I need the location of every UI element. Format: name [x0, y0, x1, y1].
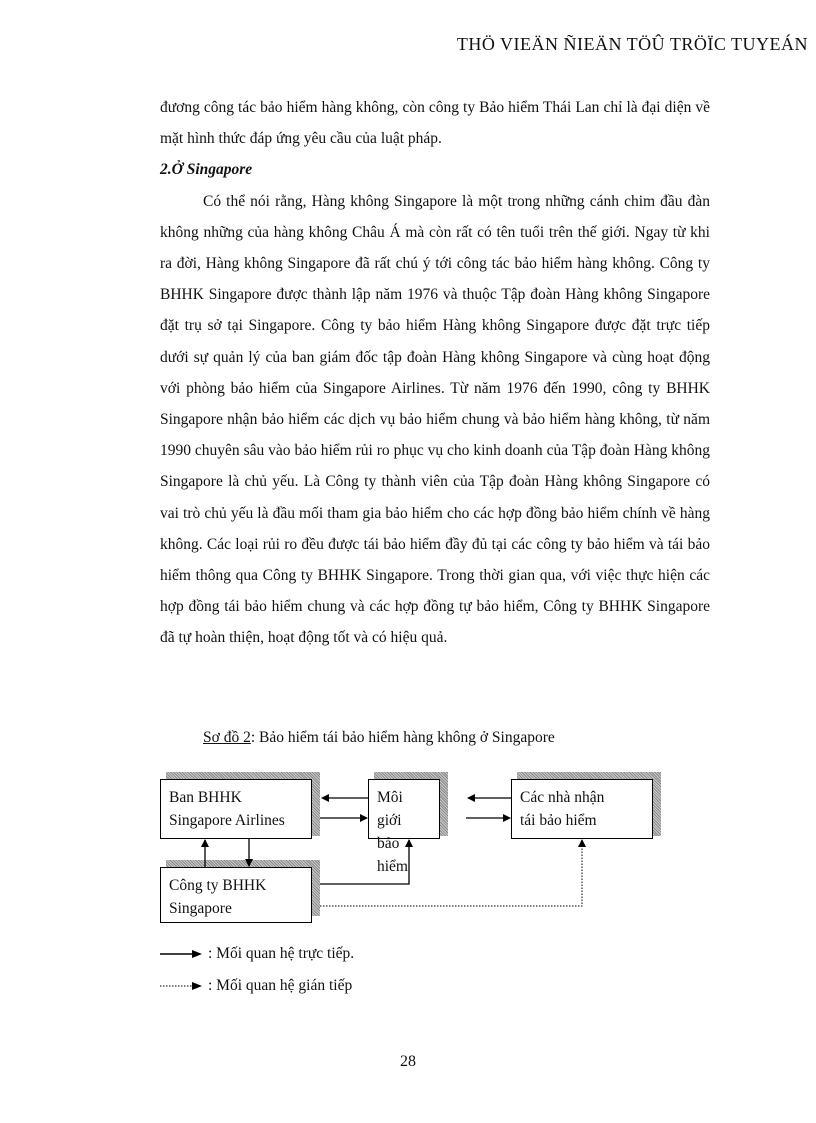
page-number: 28: [400, 1053, 416, 1070]
solid-arrow-icon: [160, 948, 202, 960]
box-moi-gioi-line2: bảo hiểm: [377, 835, 408, 875]
box-nha-nhan-line1: Các nhà nhận: [520, 789, 605, 806]
legend-indirect-text: : Mối quan hệ gián tiếp: [208, 977, 353, 994]
dotted-arrow-icon: [160, 980, 202, 992]
paragraph-singapore: Có thể nói rằng, Hàng không Singapore là một trong những cánh chim đầu đàn không những của hàng không Châu Á mà còn rất có tên tuổi trên thế giới. Ngay từ khi ra đời, Hàng không Singapore đã rất chú ý tới công tác bảo hiểm hàng không. Công ty BHHK Singapore được thành lập năm 1976 và thuộc Tập đoàn Hàng không Singapore đặt trụ sở tại Singapore. Công ty bảo hiểm Hàng không Singapore được đặt trực tiếp dưới sự quản lý của ban giám đốc tập đoàn Hàng không Singapore và cùng hoạt động với phòng bảo hiểm của Singapore Airlines. Từ năm 1976 đến 1990, công ty BHHK Singapore nhận bảo hiểm các dịch vụ bảo hiểm chung và bảo hiểm hàng không, từ năm 1990 chuyên sâu vào bảo hiểm rủi ro phục vụ cho kinh doanh của Tập đoàn Hàng không Singapore là chủ yếu. Là Công ty thành viên của Tập đoàn Hàng không Singapore có vai trò chủ yếu là đầu mối tham gia bảo hiểm cho các hợp đồng bảo hiểm chính về hàng không. Các loại rủi ro đều được tái bảo hiểm đầy đủ tại các công ty bảo hiểm và tái bảo hiểm thông qua Công ty BHHK Singapore. Trong thời gian qua, với việc thực hiện các hợp đồng tái bảo hiểm chung và các hợp đồng tự bảo hiểm, Công ty BHHK Singapore đã tự hoàn thiện, hoạt động tốt và có hiệu quả.: [160, 192, 710, 647]
paragraph-continued: đương công tác bảo hiểm hàng không, còn công ty Bảo hiểm Thái Lan chỉ là đại diện về mặt hình thức đáp ứng yêu cầu của luật pháp.: [160, 99, 710, 148]
box-ban-bhhk-line1: Ban BHHK: [169, 789, 242, 806]
caption-label: Sơ đồ 2: [203, 729, 251, 746]
legend-direct: [160, 945, 354, 963]
legend-direct-text: : Mối quan hệ trực tiếp.: [208, 945, 355, 962]
box-nha-nhan-line2: tái bảo hiểm: [520, 812, 597, 829]
page-header: THÖ VIEÄN ÑIEÄN TÖÛ TRÖÏC TUYEÁN: [456, 34, 808, 54]
box-cong-ty-line1: Công ty BHHK: [169, 877, 267, 894]
section-heading: 2.Ở Singapore: [160, 161, 253, 179]
caption-text: : Bảo hiểm tái bảo hiểm hàng không ở Singapore: [250, 729, 555, 746]
legend-indirect: [160, 977, 352, 995]
arrow-congty-to-moigioi: [320, 840, 409, 884]
box-cong-ty-line2: Singapore: [169, 900, 232, 917]
arrow-congty-to-nhanhan-indirect: [320, 840, 582, 906]
box-moi-gioi-line1: Môi giới: [377, 789, 403, 829]
box-ban-bhhk-line2: Singapore Airlines: [169, 812, 285, 829]
